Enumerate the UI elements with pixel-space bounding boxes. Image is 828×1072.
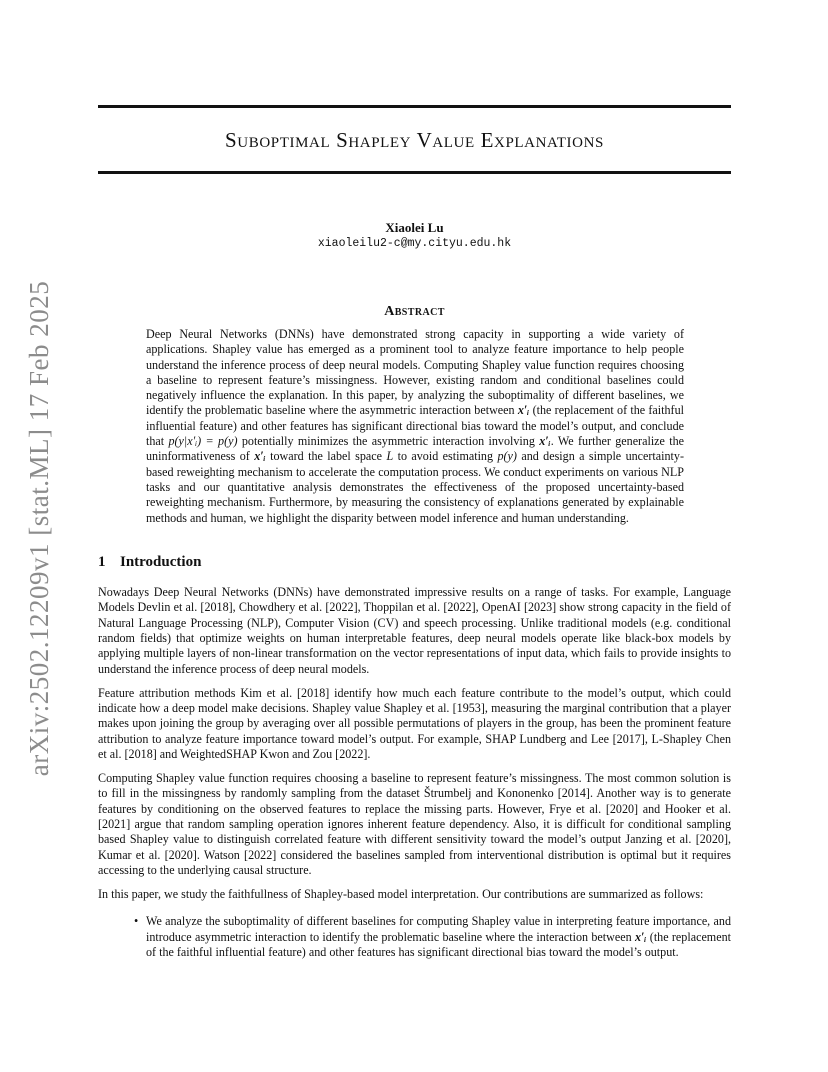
contributions-list: [98, 914, 731, 960]
abstract-sentence-5: toward the label space: [270, 449, 383, 464]
paragraph: Nowadays Deep Neural Networks (DNNs) have demonstrated impressive results on a range of tasks. For example, Language Models Devlin et al. [2018], Chowdhery et al. [2022], Thoppilan et al. [2022], OpenAI [2023] show strong capacity in the field of Natural Language Processing (NLP), Computer Vision (CV) and speech processing. Unlike traditional models (e.g. conditional random fields) that optimize weights on human interpretable features, deep neural models operate like black-box models by applying multiple layers of non-linear transformation on the vector representations of input data, which fails to provide insights to understand the inference process of deep neural models.: [98, 585, 731, 676]
math-label-space: L: [386, 449, 394, 464]
paragraph: Computing Shapley value function requires choosing a baseline to represent feature’s missingness. The most common solution is to fill in the missingness by randomly sampling from the dataset Štrumbelj and Kononenko [2014]. Another way is to generate features by conditioning on the observed features to replace the missing parts. However, Frye et al. [2020] and Hooker et al. [2021] argue that random sampling operation ignores inherent feature dependency. Also, it is difficult for conditional sampling based Shapley value to distinguish correlated feature with different sensitivity toward the model’s output Janzing et al. [2020], Kumar et al. [2020]. Watson [2022] considered the baselines sampled from interventional distribution is optimal but it requires accessing to the underlying causal structure.: [98, 770, 731, 878]
abstract-sentence-1: Deep Neural Networks (DNNs) have demonstrated strong capacity in supporting a wide variety of applications. Shapley value has emerged as a prominent tool to analyze feature importance to help people understand the inference process of deep neural models. Computing Shapley value function requires choosing a baseline to represent feature’s missingness. However, existing random and conditional baselines could negatively influence the explanation. In this paper, by analyzing the suboptimality of different baselines, we identify the problematic baseline where the asymmetric interaction between: [146, 327, 684, 418]
math-conditional-equation: p(y|x′ᵢ) = p(y): [168, 434, 238, 449]
title-top-rule: [98, 105, 731, 108]
arxiv-sidebar: [20, 280, 60, 776]
bullet-text-1: We analyze the suboptimality of different baselines for computing Shapley value in interpreting feature importance, and introduce asymmetric interaction to identify the problematic baseline where the interaction between: [146, 914, 731, 944]
math-py: p(y): [497, 449, 517, 464]
math-xi-prime: x′ᵢ: [539, 434, 551, 449]
section-number: 1: [98, 554, 106, 570]
math-xi-prime: x′ᵢ: [634, 929, 647, 944]
author-name: Xiaolei Lu: [385, 220, 444, 235]
list-item: [146, 914, 731, 960]
abstract-sentence-4: . We further generalize the uninformativeness of: [146, 434, 685, 464]
abstract-sentence-7: and design a simple uncertainty-based reweighting mechanism to accelerate the computation process. We conduct experiments on various NLP tasks and our quantitative analysis demonstrates the effectiveness of the proposed uncertainty-based reweighting mechanism. Furthermore, by measuring the consistency of explanations generated by explainable methods and human, we highlight the disparity between model inference and human understanding.: [146, 449, 684, 525]
arxiv-identifier: arXiv:2502.12209v1 [stat.ML] 17 Feb 2025: [24, 280, 55, 776]
math-xi-prime: x′ᵢ: [254, 449, 266, 464]
bullet-text-2: (the replacement of the faithful influential feature) and other features has significant directional bias toward the model’s output.: [146, 929, 731, 959]
abstract-text: [146, 327, 684, 526]
author-email: xiaoleilu2-c@my.cityu.edu.hk: [317, 237, 512, 250]
title-bottom-rule: [98, 171, 731, 174]
abstract-sentence-2: (the replacement of the faithful influential feature) and other features has significant directional bias toward the model’s output, and conclude that: [146, 403, 684, 449]
paper-title: Suboptimal Shapley Value Explanations: [225, 128, 604, 152]
section-title: Introduction: [120, 554, 202, 570]
abstract-heading: Abstract: [384, 304, 445, 319]
abstract-sentence-6: to avoid estimating: [397, 449, 494, 464]
introduction-body: [98, 585, 731, 960]
paragraph: Feature attribution methods Kim et al. [2018] identify how much each feature contribute to the model’s output, which could indicate how a deep model make decisions. Shapley value Shapley et al. [1953], measuring the marginal contribution that a player makes upon joining the group by averaging over all possible permutations of players in the group, has been the prominent feature attribution to analyze feature importance toward model’s output. For example, SHAP Lundberg and Lee [2017], L-Shapley Chen et al. [2018] and WeightedSHAP Kwon and Zou [2022].: [98, 685, 731, 762]
math-xi-prime: x′ᵢ: [517, 403, 530, 418]
paragraph: In this paper, we study the faithfullness of Shapley-based model interpretation. Our contributions are summarized as follows:: [98, 886, 704, 901]
abstract-sentence-3: potentially minimizes the asymmetric interaction involving: [241, 434, 535, 449]
section-heading-introduction: [98, 554, 201, 571]
